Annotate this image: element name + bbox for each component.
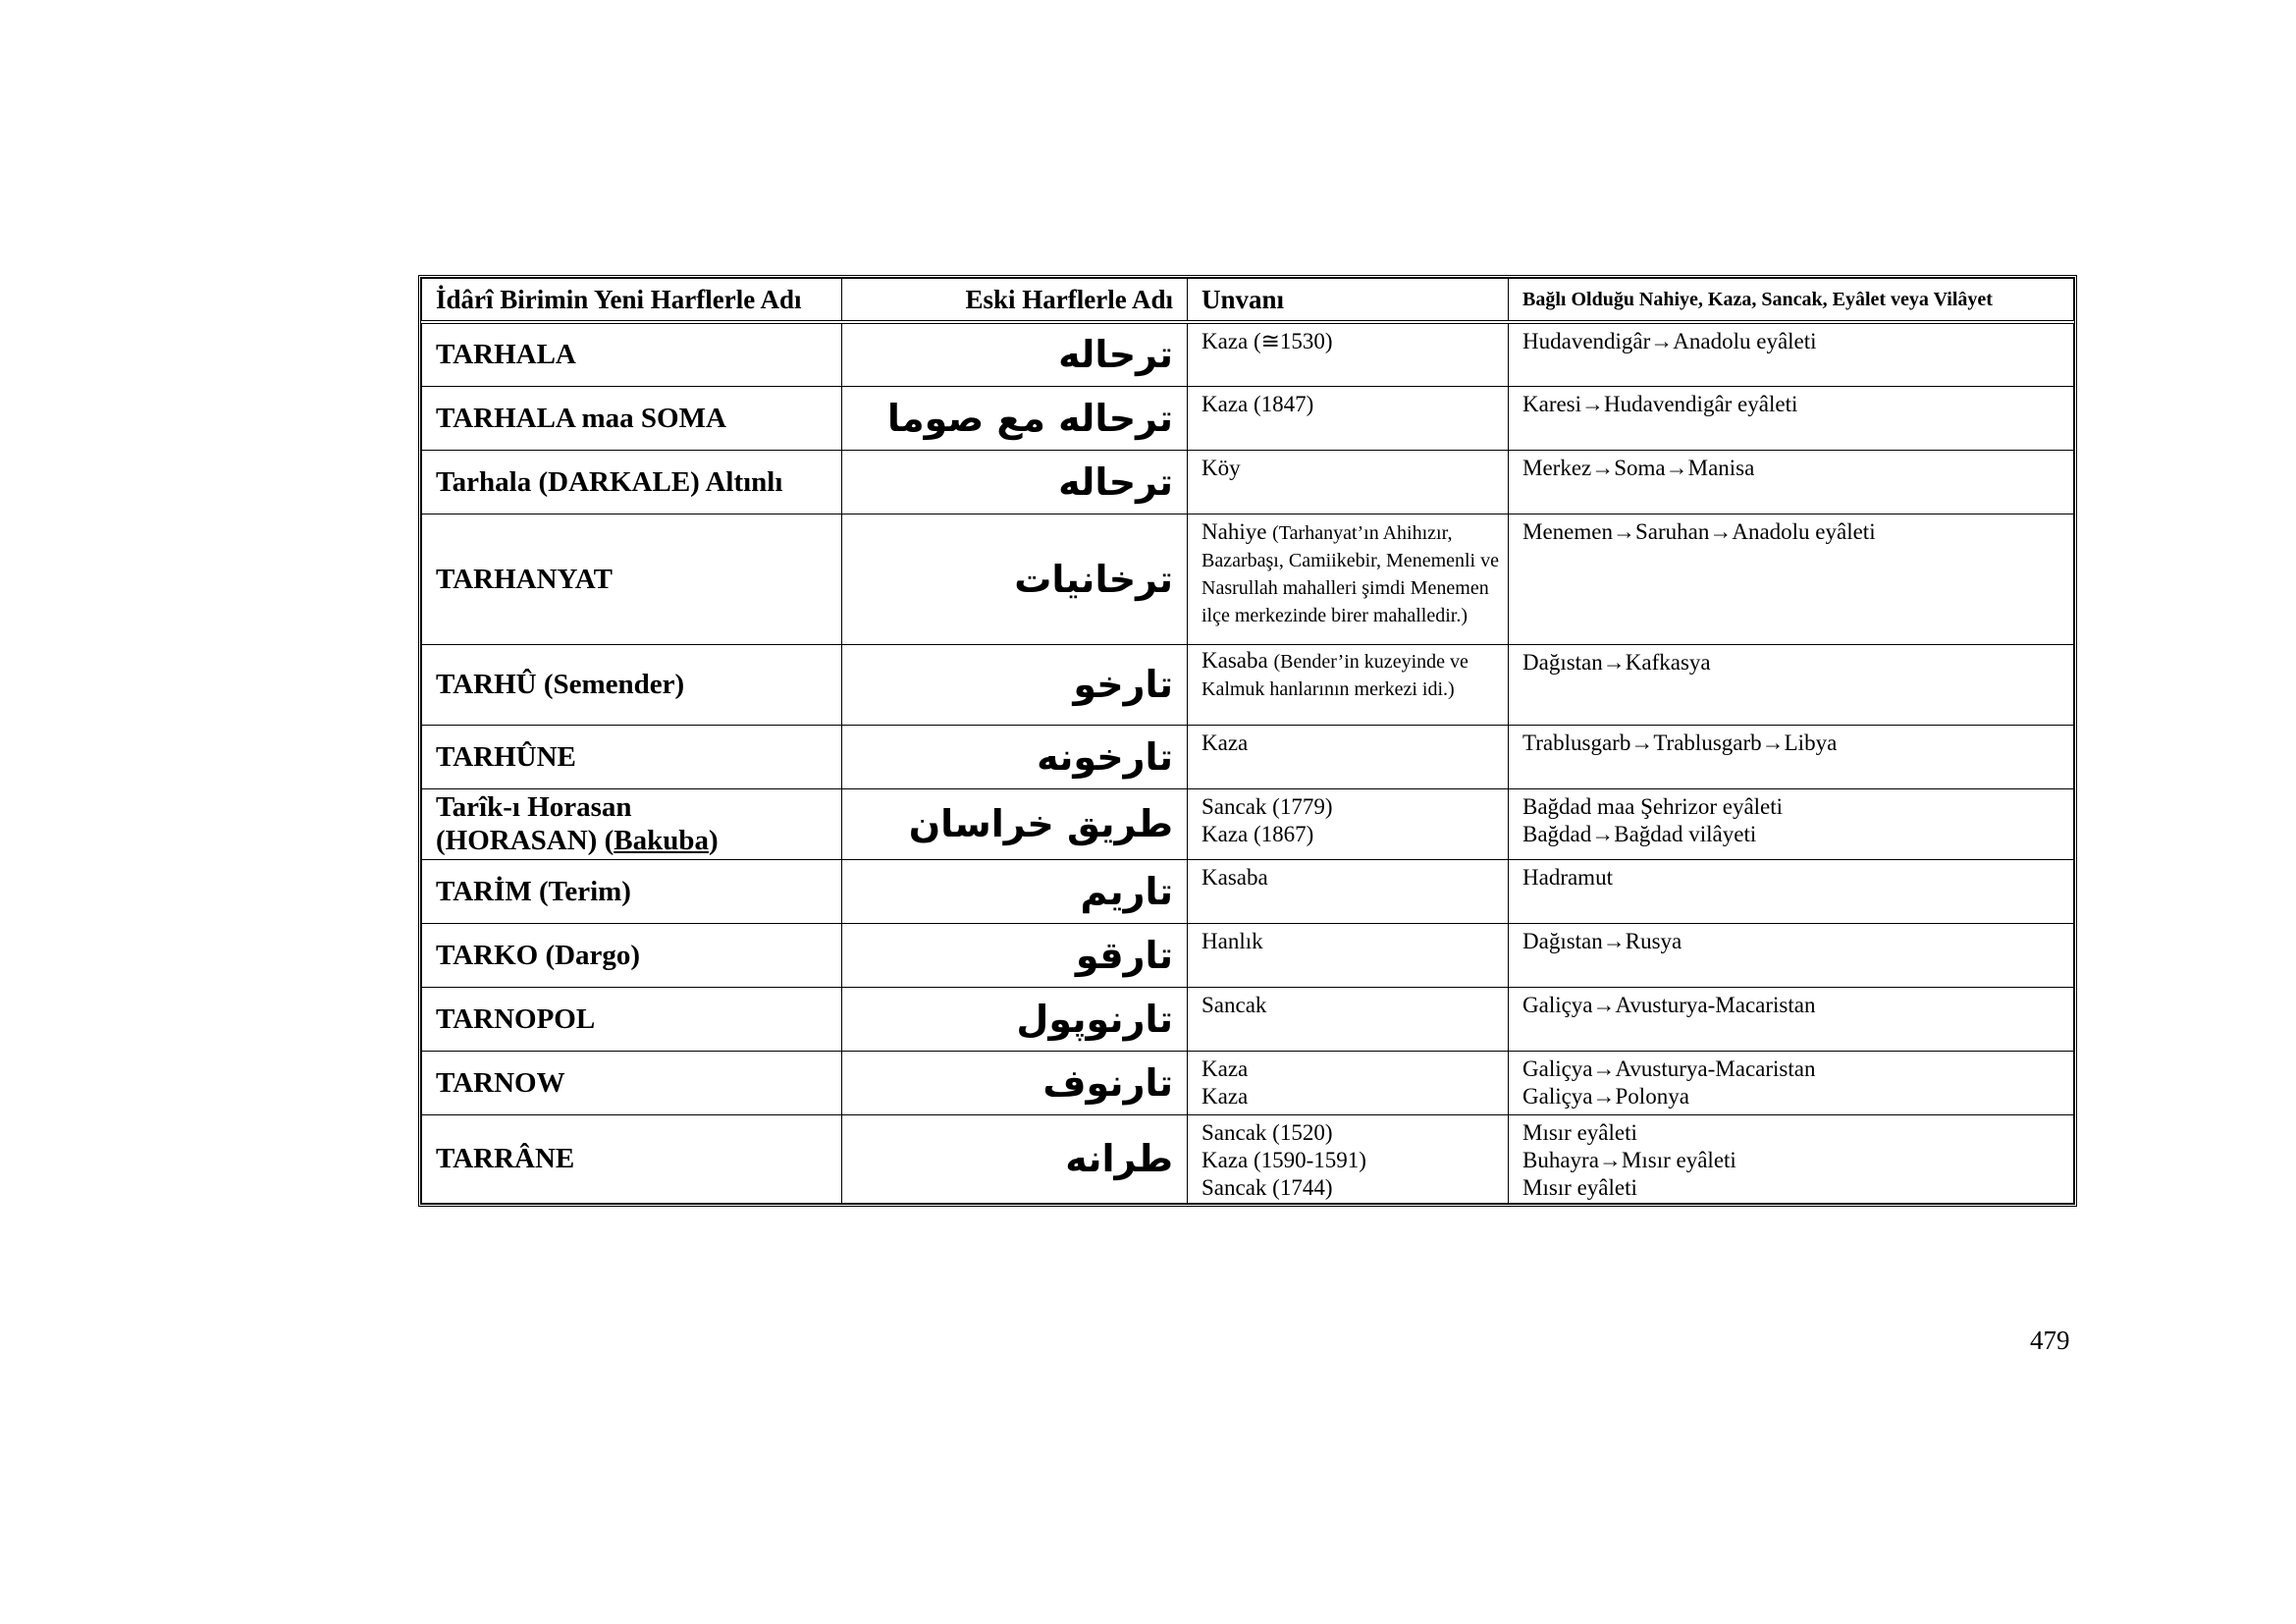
- table-row: [422, 450, 2074, 514]
- row-affiliation: Hadramut: [1509, 859, 2074, 923]
- header-affiliation: Bağlı Olduğu Nahiye, Kaza, Sancak, Eyâlet veya Vilâyet: [1509, 279, 2074, 323]
- row-title: [1188, 1051, 1509, 1114]
- row-name: TARHANYAT: [422, 514, 842, 644]
- row-name: [422, 788, 842, 859]
- row-affiliation-line3: Mısır eyâleti: [1522, 1174, 1637, 1200]
- row-arabic: طريق خراسان: [842, 788, 1188, 859]
- row-title-note: (Tarhanyat’ın Ahihızır, Bazarbaşı, Camiikebir, Menemenli ve Nasrullah mahalleri şimdi Menemen ilçe merkezinde birer mahalledir.): [1201, 521, 1499, 626]
- table-row: [422, 923, 2074, 987]
- header-old-name: Eski Harflerle Adı: [842, 279, 1188, 323]
- row-affiliation: Trablusgarb→Trablusgarb→Libya: [1509, 725, 2074, 788]
- table-row: [422, 725, 2074, 788]
- row-arabic: تارقو: [842, 923, 1188, 987]
- row-name: TARKO (Dargo): [422, 923, 842, 987]
- row-title: Kaza (≅1530): [1188, 322, 1509, 386]
- row-title: Hanlık: [1188, 923, 1509, 987]
- gazetteer-table-frame: [418, 275, 2077, 1207]
- row-title: [1188, 644, 1509, 725]
- row-affiliation: [1509, 788, 2074, 859]
- row-title-line1: Sancak (1520): [1201, 1119, 1333, 1145]
- table-row: [422, 859, 2074, 923]
- row-affiliation-line1: Bağdad maa Şehrizor eyâleti: [1522, 793, 1784, 819]
- row-name: TARHALA: [422, 322, 842, 386]
- row-arabic: تارخونه: [842, 725, 1188, 788]
- table-row: [422, 987, 2074, 1051]
- row-arabic: ترحاله: [842, 322, 1188, 386]
- row-title-line2: Kaza (1590-1591): [1201, 1147, 1366, 1172]
- row-affiliation: Dağıstan→Rusya: [1509, 923, 2074, 987]
- row-title: Kaza (1847): [1188, 386, 1509, 450]
- row-affiliation-line1: Mısır eyâleti: [1522, 1119, 1637, 1145]
- row-title: [1188, 514, 1509, 644]
- gazetteer-table: [421, 278, 2074, 1204]
- row-name-line2-pre: (HORASAN) (: [436, 825, 614, 856]
- row-name: TARRÂNE: [422, 1114, 842, 1203]
- row-title: Kaza: [1188, 725, 1509, 788]
- row-title-note: (Bender’in kuzeyinde ve Kalmuk hanlarının merkezi idi.): [1201, 650, 1468, 700]
- row-arabic: ترحاله مع صوما: [842, 386, 1188, 450]
- table-row: [422, 386, 2074, 450]
- row-name: TARHÛNE: [422, 725, 842, 788]
- row-affiliation: Merkez→Soma→Manisa: [1509, 450, 2074, 514]
- row-affiliation: Galiçya→Avusturya-Macaristan: [1509, 987, 2074, 1051]
- row-title-main: Kasaba: [1201, 647, 1274, 673]
- row-title-line2: Kaza: [1201, 1083, 1249, 1109]
- row-title-line1: Kaza: [1201, 1056, 1249, 1081]
- row-name-line2: [436, 824, 841, 857]
- row-name: Tarhala (DARKALE) Altınlı: [422, 450, 842, 514]
- table-row: [422, 788, 2074, 859]
- row-affiliation-line2: Bağdad→Bağdad vilâyeti: [1522, 821, 1757, 846]
- row-affiliation: [1509, 1114, 2074, 1203]
- row-name: TARİM (Terim): [422, 859, 842, 923]
- row-name-line1: Tarîk-ı Horasan: [436, 791, 632, 823]
- row-name: TARHÛ (Semender): [422, 644, 842, 725]
- row-name: TARHALA maa SOMA: [422, 386, 842, 450]
- row-title: [1188, 1114, 1509, 1203]
- row-title-line2: Kaza (1867): [1201, 821, 1314, 846]
- row-affiliation-line2: Buhayra→Mısır eyâleti: [1522, 1147, 1736, 1172]
- row-affiliation: Karesi→Hudavendigâr eyâleti: [1509, 386, 2074, 450]
- row-affiliation: [1509, 1051, 2074, 1114]
- row-name-line2-post: ): [708, 825, 719, 856]
- row-affiliation: Dağıstan→Kafkasya: [1509, 644, 2074, 725]
- row-affiliation: Menemen→Saruhan→Anadolu eyâleti: [1509, 514, 2074, 644]
- row-title: Sancak: [1188, 987, 1509, 1051]
- row-affiliation: Hudavendigâr→Anadolu eyâleti: [1509, 322, 2074, 386]
- row-title-line1: Sancak (1779): [1201, 793, 1333, 819]
- header-new-name: İdârî Birimin Yeni Harflerle Adı: [422, 279, 842, 323]
- row-title-main: Nahiye: [1201, 518, 1273, 544]
- row-title: Köy: [1188, 450, 1509, 514]
- row-arabic: تارخو: [842, 644, 1188, 725]
- row-name: TARNOW: [422, 1051, 842, 1114]
- row-arabic: تارنوف: [842, 1051, 1188, 1114]
- row-title: [1188, 788, 1509, 859]
- table-header-row: [422, 279, 2074, 323]
- row-title-line3: Sancak (1744): [1201, 1174, 1333, 1200]
- header-title: Unvanı: [1188, 279, 1509, 323]
- row-arabic: ترحاله: [842, 450, 1188, 514]
- page-number: 479: [2030, 1326, 2070, 1355]
- table-row: [422, 1114, 2074, 1203]
- table-row: [422, 322, 2074, 386]
- table-row: [422, 514, 2074, 644]
- row-arabic: طرانه: [842, 1114, 1188, 1203]
- row-name-link-bakuba: Bakuba: [614, 825, 709, 856]
- row-name: TARNOPOL: [422, 987, 842, 1051]
- row-arabic: تارنوپول: [842, 987, 1188, 1051]
- row-arabic: تاريم: [842, 859, 1188, 923]
- row-affiliation-line2: Galiçya→Polonya: [1522, 1083, 1689, 1109]
- row-arabic: ترخانيات: [842, 514, 1188, 644]
- row-title: Kasaba: [1188, 859, 1509, 923]
- table-row: [422, 644, 2074, 725]
- table-row: [422, 1051, 2074, 1114]
- row-affiliation-line1: Galiçya→Avusturya-Macaristan: [1522, 1056, 1816, 1081]
